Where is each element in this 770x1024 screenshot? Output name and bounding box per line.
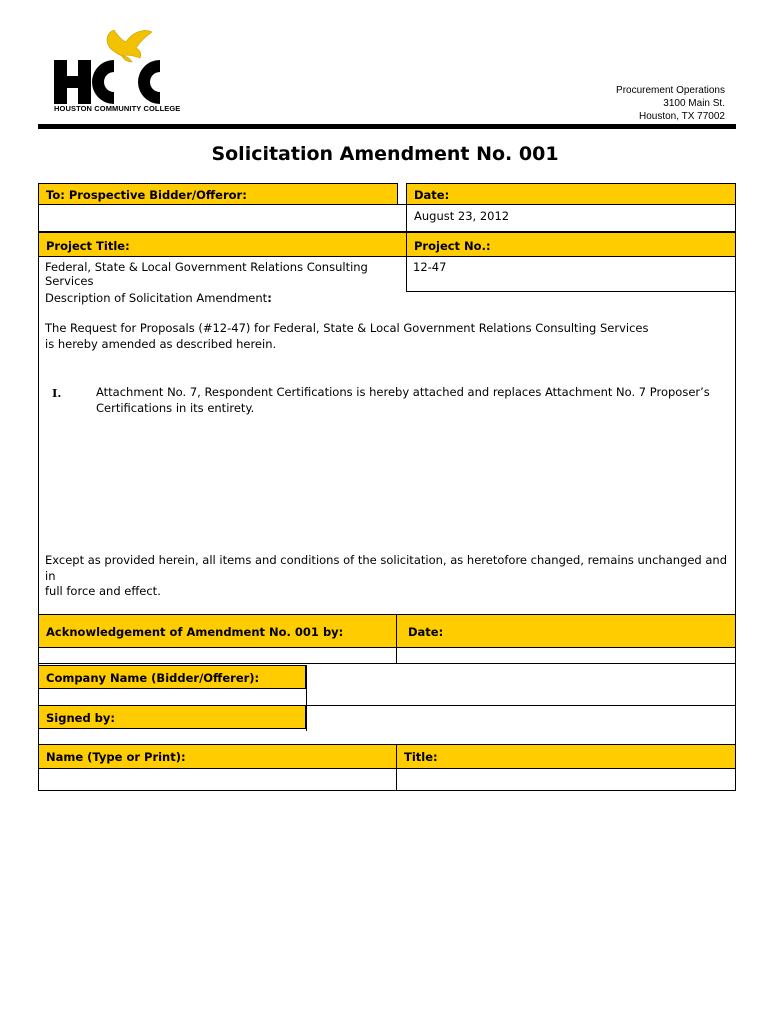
ack-label: Acknowledgement of Amendment No. 001 by: — [38, 614, 397, 648]
to-label: To: Prospective Bidder/Offeror: — [38, 183, 398, 205]
company-label: Company Name (Bidder/Offerer): — [38, 665, 306, 689]
signature-value[interactable] — [306, 705, 736, 731]
closing-line: Except as provided herein, all items and conditions of the solicitation, as heretofore changed, remains unchanged and in — [45, 553, 728, 583]
item-text — [96, 385, 726, 416]
column-divider — [406, 257, 407, 292]
project-title-label: Project Title: — [38, 232, 407, 257]
intro-line: The Request for Proposals (#12-47) for Federal, State & Local Government Relations Consulting Services — [45, 321, 649, 335]
address-line: Procurement Operations — [616, 85, 725, 96]
company-value[interactable] — [306, 665, 736, 705]
title-value[interactable] — [396, 768, 736, 791]
date-value: August 23, 2012 — [406, 204, 736, 232]
intro-line: is hereby amended as described herein. — [45, 336, 277, 351]
intro-paragraph — [45, 321, 725, 352]
address-line: Houston, TX 77002 — [639, 111, 725, 122]
logo-text: HCC — [52, 26, 55, 27]
title-label: Title: — [396, 744, 736, 769]
college-name: HOUSTON COMMUNITY COLLEGE — [54, 104, 181, 113]
closing-paragraph — [45, 553, 730, 600]
ack-date-value[interactable] — [396, 647, 736, 664]
to-value[interactable] — [38, 204, 407, 232]
name-value[interactable] — [38, 768, 397, 791]
ack-date-label: Date: — [396, 614, 736, 648]
description-label — [45, 291, 645, 305]
description-colon: : — [267, 291, 272, 305]
project-title-line: Federal, State & Local Government Relations Consulting — [45, 260, 368, 274]
signed-label: Signed by: — [38, 705, 306, 729]
item-line: Attachment No. 7, Respondent Certifications is hereby attached and replaces Attachment No. 7 Proposer’s — [96, 385, 710, 399]
closing-line: full force and effect. — [45, 584, 161, 598]
project-no-label: Project No.: — [406, 232, 736, 257]
eagle-icon — [107, 30, 152, 62]
project-title-value — [45, 260, 400, 288]
amendment-form — [38, 183, 736, 791]
header-rule — [38, 124, 736, 129]
item-number: I. — [52, 386, 62, 400]
date-label: Date: — [406, 183, 736, 205]
item-line: Certifications in its entirety. — [96, 400, 255, 415]
address-line: 3100 Main St. — [663, 98, 725, 109]
project-no-value: 12-47 — [413, 260, 447, 274]
address-block — [616, 84, 725, 123]
ack-value[interactable] — [38, 647, 397, 664]
document-title: Solicitation Amendment No. 001 — [211, 143, 559, 165]
description-label-text: Description of Solicitation Amendment — [45, 291, 268, 305]
project-title-line: Services — [45, 274, 94, 288]
name-label: Name (Type or Print): — [38, 744, 397, 769]
